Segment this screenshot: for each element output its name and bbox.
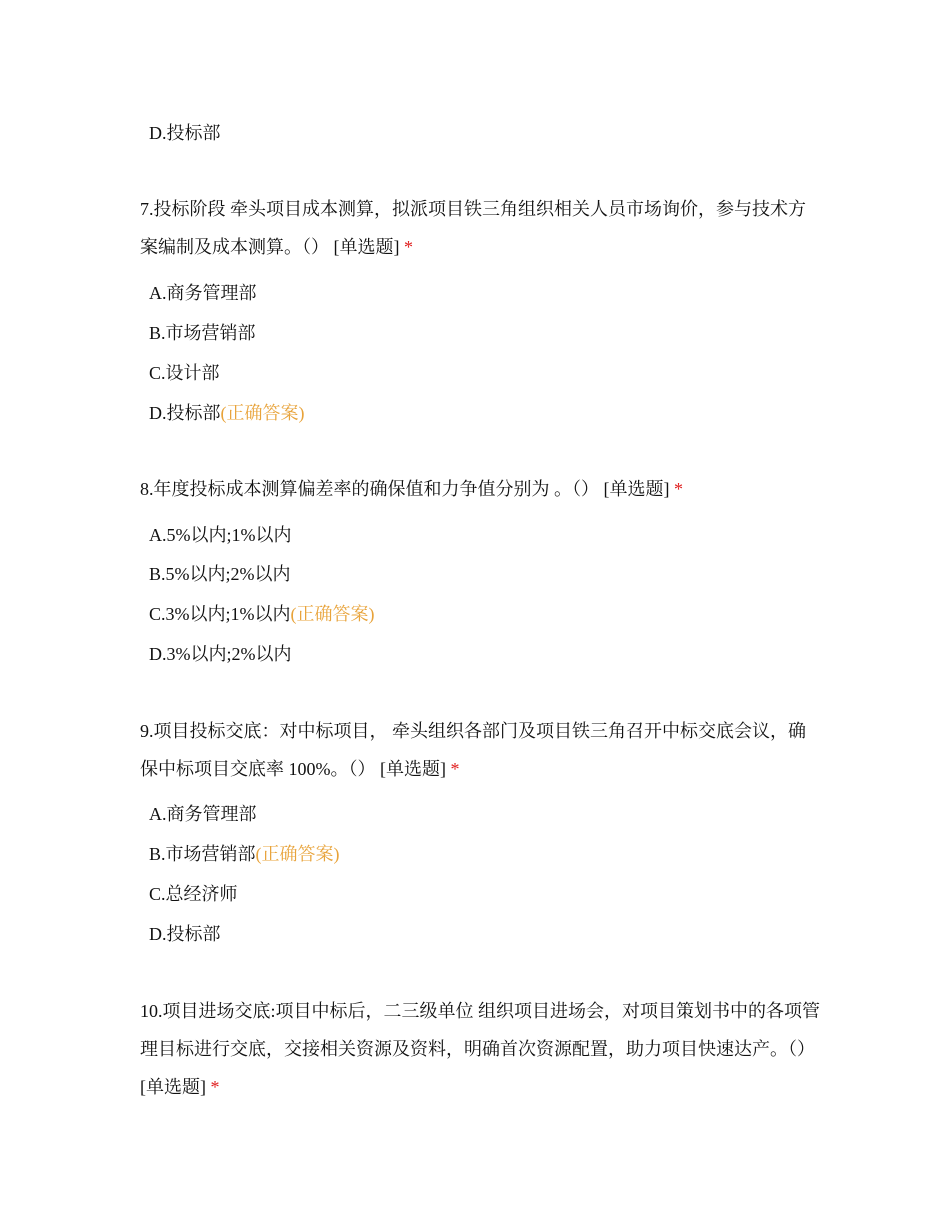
question-10 <box>140 992 820 1106</box>
q8-option-b: B.5%以内;2%以内 <box>149 564 291 584</box>
q7-option-c: C.设计部 <box>149 363 220 383</box>
option-prev-d: D.投标部 <box>149 123 221 143</box>
question-7 <box>140 190 820 266</box>
q9-option-d: D.投标部 <box>149 924 221 944</box>
question-type: [单选题] <box>333 237 400 257</box>
q8-option-c: C.3%以内;1%以内(正确答案) <box>149 604 375 624</box>
q8-option-d: D.3%以内;2%以内 <box>149 644 292 664</box>
required-mark: * <box>210 1077 220 1097</box>
question-text: 10.项目进场交底:项目中标后，二三级单位 组织项目进场会，对项目策划书中的各项管理目标进行交底，交接相关资源及资料，明确首次资源配置，助力项目快速达产。（） <box>140 1001 820 1059</box>
q7-option-b: B.市场营销部 <box>149 323 256 343</box>
q7-option-a: A.商务管理部 <box>149 283 257 303</box>
required-mark: * <box>674 479 683 499</box>
question-type: [单选题] <box>380 759 446 779</box>
question-9 <box>140 712 820 788</box>
q8-option-a: A.5%以内;1%以内 <box>149 525 292 545</box>
correct-answer-label: (正确答案) <box>255 844 340 864</box>
required-mark: * <box>404 237 413 257</box>
q7-option-d: D.投标部(正确答案) <box>149 403 305 423</box>
question-8 <box>140 470 820 508</box>
question-text: 7.投标阶段 牵头项目成本测算，拟派项目铁三角组织相关人员市场询价，参与技术方案编制及成本测算。（） <box>140 199 806 257</box>
question-text: 9.项目投标交底：对中标项目， 牵头组织各部门及项目铁三角召开中标交底会议，确保中标项目交底率 100%。（） <box>140 721 806 779</box>
required-mark: * <box>450 759 460 779</box>
question-text: 8.年度投标成本测算偏差率的确保值和力争值分别为 。（） <box>140 479 599 499</box>
correct-answer-label: (正确答案) <box>290 604 375 624</box>
question-type: [单选题] <box>603 479 670 499</box>
q9-option-b: B.市场营销部(正确答案) <box>149 844 340 864</box>
correct-answer-label: (正确答案) <box>220 403 305 423</box>
question-type: [单选题] <box>140 1077 206 1097</box>
q9-option-a: A.商务管理部 <box>149 804 257 824</box>
q9-option-c: C.总经济师 <box>149 884 238 904</box>
